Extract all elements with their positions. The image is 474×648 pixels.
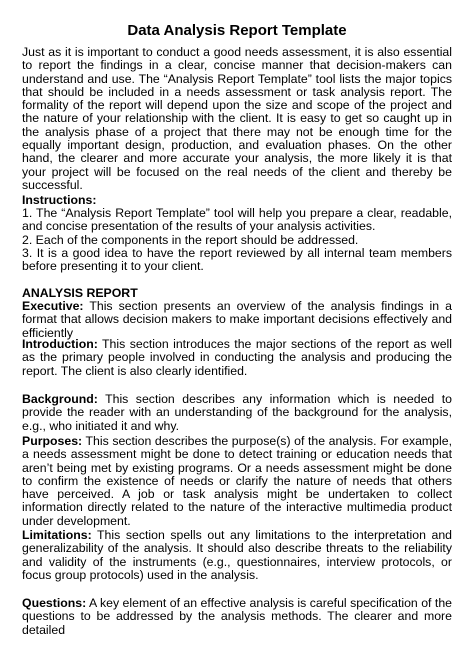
section-label: Background: bbox=[22, 392, 98, 406]
section-label: Questions: bbox=[22, 596, 87, 610]
list-item: 1. The “Analysis Report Template” tool will help you prepare a clear, readable, and concise presentation of the results of your analysis activities. bbox=[22, 206, 452, 234]
section-purposes bbox=[22, 435, 452, 528]
section-background bbox=[22, 393, 452, 433]
section-introduction bbox=[22, 338, 452, 378]
section-label: Introduction: bbox=[22, 337, 98, 351]
instructions-heading: Instructions: bbox=[22, 193, 97, 207]
section-text: A key element of an effective analysis is careful specification of the questions to be addressed by the analysis methods. The clearer and more detailed bbox=[22, 596, 452, 637]
page-title: Data Analysis Report Template bbox=[127, 22, 347, 39]
section-label: Purposes: bbox=[22, 434, 83, 448]
section-text: This section introduces the major sections of the report as well as the primary people involved in conducting the analysis and producing the report. The client is also clearly identified. bbox=[22, 337, 452, 378]
list-item: 3. It is a good idea to have the report reviewed by all internal team members before presenting it to your client. bbox=[22, 245, 452, 274]
analysis-report-heading: ANALYSIS REPORT bbox=[22, 286, 138, 300]
section-limitations bbox=[22, 529, 452, 582]
intro-paragraph: Just as it is important to conduct a good needs assessment, it is also essential to report the findings in a clear, concise manner that decision-makers can understand and use. The “Analysis Report Template” tool lists the major topics that should be included in a needs assessment or task analysis report. The formality of the report will depend upon the size and scope of the project and the nature of your relationship with the client. It is easy to get so caught up in the analysis phase of a project that there may not be enough time for the equally important design, production, and evaluation phases. On the other hand, the clearer and more accurate your analysis, the more likely it is that your project will be focused on the real needs of the client and thereby be successful. bbox=[22, 45, 452, 192]
section-executive bbox=[22, 300, 452, 340]
section-label: Executive: bbox=[22, 299, 84, 313]
list-item: 2. Each of the components in the report should be addressed. bbox=[22, 232, 359, 247]
instructions-list bbox=[22, 207, 452, 273]
section-text: This section presents an overview of the analysis findings in a format that allows decision makers to make important decisions effectively and efficiently bbox=[22, 299, 452, 340]
section-label: Limitations: bbox=[22, 528, 92, 542]
section-questions bbox=[22, 597, 452, 637]
section-text: This section spells out any limitations to the interpretation and generalizability of the analysis. It should also describe threats to the reliability and validity of the instruments (e.g., questionnaires, interview protocols, or focus group protocols) used in the analysis. bbox=[22, 528, 452, 582]
section-text: This section describes the purpose(s) of the analysis. For example, a needs assessment might be done to detect training or education needs that aren’t being met by existing programs. Or a needs assessment might be done to confirm the existence of needs or clarify the nature of needs that others have perceived. A job or task analysis might be undertaken to collect information directly related to the nature of the interactive multimedia product under development. bbox=[22, 434, 452, 528]
section-text: This section describes any information which is needed to provide the reader with an understanding of the background for the analysis, e.g., who initiated it and why. bbox=[22, 392, 452, 433]
